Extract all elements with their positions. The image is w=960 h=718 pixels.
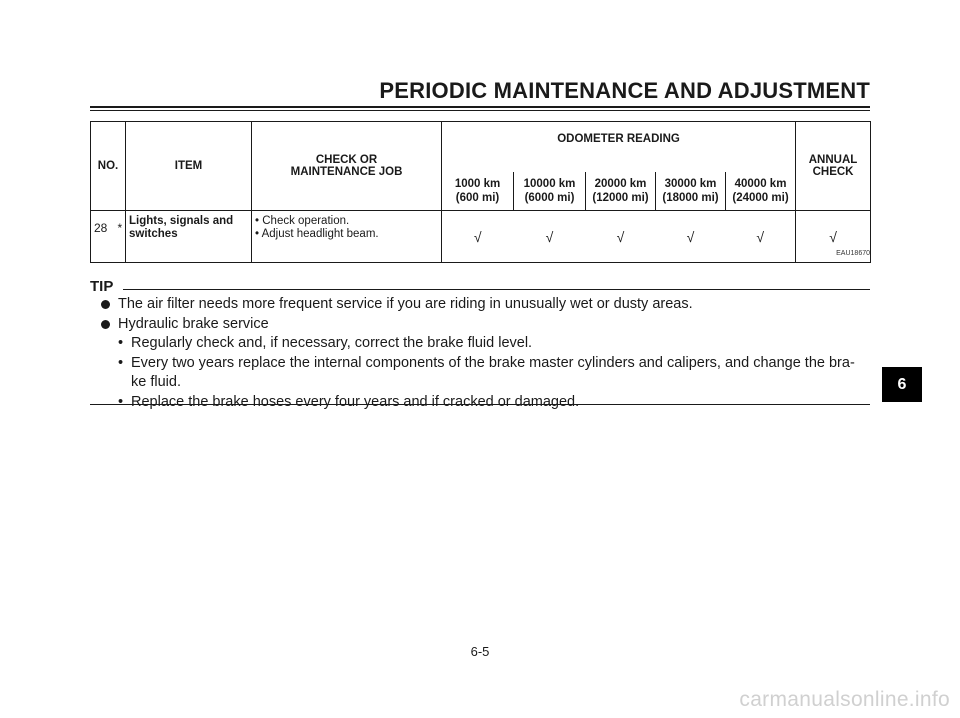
row-job-line1: • Check operation. (255, 215, 350, 227)
row-item-line1: Lights, signals and (129, 215, 234, 227)
odometer-col-3 (586, 172, 656, 211)
row-number: 28 (91, 211, 115, 263)
odometer-col-4 (656, 172, 726, 211)
col-header-annual-line1: ANNUAL (808, 154, 858, 166)
tip-sub-item-text: Every two years replace the internal components of the brake master cylinders and calipers, and change the bra- (131, 354, 855, 371)
tip-top-rule (123, 289, 870, 290)
col-header-annual (796, 122, 871, 211)
odometer-km: 1000 km (454, 178, 501, 190)
tip-sub-item (90, 354, 870, 393)
sub-bullet-icon: • (118, 354, 124, 371)
odometer-mi: (12000 mi) (592, 192, 649, 204)
sub-bullet-icon: • (118, 335, 124, 351)
tip-item-text: The air filter needs more frequent service if you are riding in unusually wet or dusty areas. (118, 296, 693, 312)
col-header-job (252, 122, 442, 211)
col-header-job-line2: MAINTENANCE JOB (290, 166, 403, 178)
odometer-mi: (600 mi) (455, 192, 500, 204)
odometer-mi: (18000 mi) (662, 192, 719, 204)
odometer-col-5 (726, 172, 796, 211)
tip-item (90, 315, 870, 335)
check-mark-20000km: √ (586, 211, 656, 263)
tip-item (90, 295, 870, 315)
check-mark-annual: √ (796, 211, 871, 263)
title-rule (90, 106, 870, 108)
bullet-dot-icon (101, 320, 110, 329)
chapter-tab: 6 (882, 367, 922, 402)
check-mark-40000km: √ (726, 211, 796, 263)
odometer-col-1 (442, 172, 514, 211)
row-job (252, 211, 442, 263)
row-item (126, 211, 252, 263)
check-mark-10000km: √ (514, 211, 586, 263)
odometer-heading: ODOMETER READING (442, 122, 796, 173)
odometer-col-2 (514, 172, 586, 211)
row-job-line2: • Adjust headlight beam. (255, 228, 379, 240)
row-item-line2: switches (129, 228, 178, 240)
check-mark-30000km: √ (656, 211, 726, 263)
odometer-km: 10000 km (523, 178, 576, 190)
reference-code: EAU18670 (836, 250, 870, 257)
col-header-job-line1: CHECK OR (315, 154, 378, 166)
odometer-km: 30000 km (664, 178, 717, 190)
tip-sub-item-text-cont: ke fluid. (131, 374, 181, 390)
col-header-annual-line2: CHECK (812, 166, 854, 178)
check-mark-1000km: √ (442, 211, 514, 263)
odometer-km: 20000 km (594, 178, 647, 190)
row-star-mark: * (115, 211, 126, 263)
tip-label: TIP (90, 278, 114, 295)
title-rule-thin (90, 110, 870, 111)
table-row (91, 211, 871, 263)
tip-sub-item (90, 334, 870, 354)
col-header-no: NO. (91, 122, 126, 211)
page-number: 6-5 (470, 644, 490, 659)
tip-sub-item-text: Regularly check and, if necessary, correct the brake fluid level. (131, 335, 533, 351)
tip-body (90, 295, 870, 412)
watermark: carmanualsonline.info (739, 688, 950, 711)
odometer-mi: (24000 mi) (732, 192, 789, 204)
bullet-dot-icon (101, 300, 110, 309)
tip-sub-item (90, 393, 870, 413)
tip-sub-item-text: Replace the brake hoses every four years and if cracked or damaged. (131, 393, 580, 410)
tip-item-text: Hydraulic brake service (118, 315, 269, 332)
col-header-item: ITEM (126, 122, 252, 211)
tip-bottom-rule (90, 404, 870, 405)
page-title: PERIODIC MAINTENANCE AND ADJUSTMENT (379, 78, 870, 103)
sub-bullet-icon: • (118, 393, 124, 410)
odometer-mi: (6000 mi) (524, 192, 575, 204)
odometer-km: 40000 km (734, 178, 787, 190)
maintenance-table (90, 121, 871, 263)
